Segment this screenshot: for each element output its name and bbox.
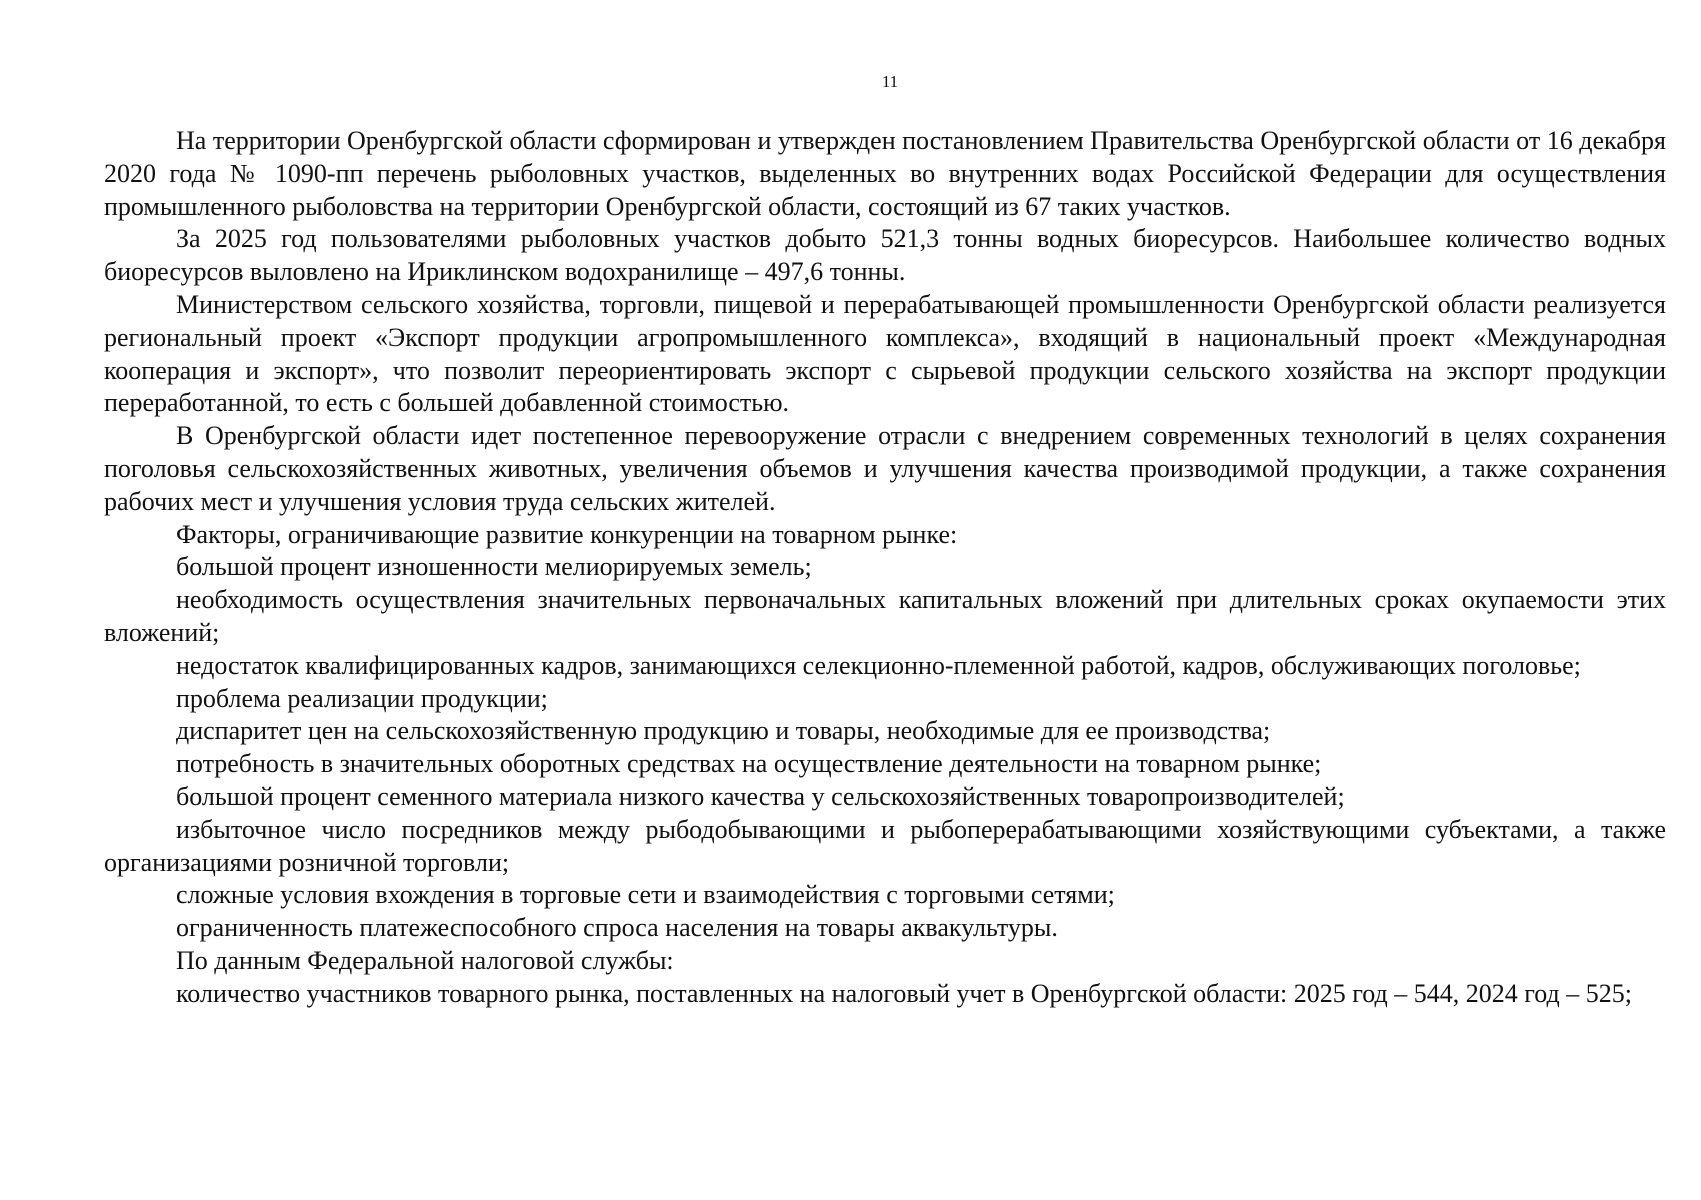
list-item: необходимость осуществления значительных первоначальных капитальных вложений при длительных сроках окупаемости этих вложений; [104, 585, 1666, 647]
paragraph-catch-volume: За 2025 год пользователями рыболовных участков добыто 521,3 тонны водных биоресурсов. Наибольшее количество водных биоресурсов выловлено на Ириклинском водохранилище – 497,6 тонны. [104, 224, 1666, 287]
list-item: потребность в значительных оборотных средствах на осуществление деятельности на товарном рынке; [176, 749, 1322, 779]
list-item: диспаритет цен на сельскохозяйственную продукцию и товары, необходимые для ее производства; [176, 716, 1271, 746]
paragraph-factors-heading: Факторы, ограничивающие развитие конкуренции на товарном рынке: [176, 519, 958, 549]
paragraph-market-participants: количество участников товарного рынка, поставленных на налоговый учет в Оренбургской области: 2025 год – 544, 2024 год – 525; [176, 978, 1632, 1008]
document-body [104, 125, 1666, 1011]
list-item: проблема реализации продукции; [176, 683, 548, 713]
paragraph-export-project: Министерством сельского хозяйства, торговли, пищевой и перерабатывающей промышленности Оренбургской области реализуется региональный проект «Экспорт продукции агропромышленного комплекса», входящий в национальный проект «Международная кооперация и экспорт», что позволит переориентировать экспорт с сырьевой продукции сельского хозяйства на экспорт продукции переработанной, то есть с большей добавленной стоимостью. [104, 289, 1666, 418]
list-item: сложные условия вхождения в торговые сети и взаимодействия с торговыми сетями; [176, 880, 1115, 910]
list-item: большой процент изношенности мелиорируемых земель; [176, 552, 812, 582]
list-item: недостаток квалифицированных кадров, занимающихся селекционно-племенной работой, кадров, обслуживающих поголовье; [176, 650, 1581, 680]
paragraph-modernization: В Оренбургской области идет постепенное перевооружение отрасли с внедрением современных технологий в целях сохранения поголовья сельскохозяйственных животных, увеличения объемов и улучшения качества производимой продукции, а также сохранения рабочих мест и улучшения условия труда сельских жителей. [104, 421, 1666, 516]
list-item: большой процент семенного материала низкого качества у сельскохозяйственных товаропроизводителей; [176, 781, 1345, 811]
list-item: ограниченность платежеспособного спроса населения на товары аквакультуры. [176, 913, 1058, 943]
paragraph-fns-heading: По данным Федеральной налоговой службы: [176, 945, 674, 975]
paragraph-fishing-areas: На территории Оренбургской области сформирован и утвержден постановлением Правительства Оренбургской области от 16 декабря 2020 года № 1090-пп перечень рыболовных участков, выделенных во внутренних водах Российской Федерации для осуществления промышленного рыболовства на территории Оренбургской области, состоящий из 67 таких участков. [104, 126, 1666, 221]
page-number: 11 [881, 72, 899, 91]
list-item: избыточное число посредников между рыбодобывающими и рыбоперерабатывающими хозяйствующими субъектами, а также организациями розничной торговли; [104, 814, 1666, 877]
